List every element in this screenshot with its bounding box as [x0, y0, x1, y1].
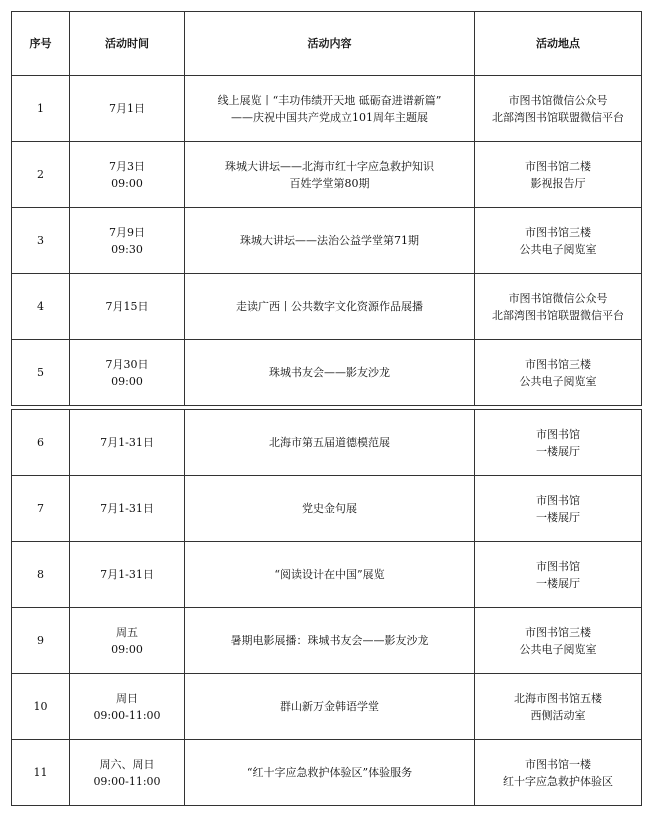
- table-row: [12, 542, 642, 608]
- row-time: [70, 142, 185, 208]
- row-no: 1: [12, 76, 70, 142]
- row-content: [185, 76, 475, 142]
- row-place: [475, 274, 642, 340]
- row-time-line: 09:00: [111, 642, 143, 656]
- row-time-line: 周五: [116, 625, 138, 639]
- row-time-line: 周日: [116, 691, 138, 705]
- row-time-line: 7月1-31日: [100, 436, 154, 449]
- row-time-line: 09:00: [111, 176, 143, 190]
- row-place: [475, 142, 642, 208]
- row-place-line: 市图书馆三楼: [525, 225, 591, 239]
- row-place-line: 红十字应急救护体验区: [503, 774, 613, 788]
- row-content-line: “阅读设计在中国”展览: [274, 568, 385, 581]
- row-place: [475, 410, 642, 476]
- row-time-line: 09:30: [111, 242, 143, 256]
- row-no: 2: [12, 142, 70, 208]
- row-place-line: 市图书馆微信公众号: [508, 93, 608, 107]
- row-place-line: 市图书馆: [536, 559, 580, 573]
- row-place-line: 北部湾图书馆联盟微信平台: [492, 308, 624, 322]
- row-time-line: 09:00-11:00: [93, 708, 161, 722]
- header-row: [12, 12, 642, 76]
- row-no: 6: [12, 410, 70, 476]
- row-time-line: 09:00-11:00: [93, 774, 161, 788]
- row-content-line: 线上展览丨“丰功伟绩开天地 砥砺奋进谱新篇”: [217, 93, 442, 107]
- row-place-line: 北海市图书馆五楼: [514, 691, 602, 705]
- row-place: [475, 674, 642, 740]
- table-row: [12, 142, 642, 208]
- row-content-line: 走读广西丨公共数字文化资源作品展播: [236, 300, 423, 313]
- row-place-line: 市图书馆: [536, 493, 580, 507]
- row-time: [70, 274, 185, 340]
- table-row: [12, 608, 642, 674]
- row-no: 3: [12, 208, 70, 274]
- row-content: [185, 542, 475, 608]
- row-content: [185, 410, 475, 476]
- row-time-line: 7月15日: [105, 300, 149, 313]
- row-no: 9: [12, 608, 70, 674]
- row-content-line: ——庆祝中国共产党成立101周年主题展: [231, 110, 428, 124]
- row-content: [185, 340, 475, 406]
- row-time-line: 7月30日: [105, 357, 149, 371]
- header-time: 活动时间: [70, 12, 185, 76]
- row-content-line: 珠城大讲坛——北海市红十字应急救护知识: [225, 159, 434, 173]
- row-time: [70, 410, 185, 476]
- table-row: [12, 476, 642, 542]
- row-place-line: 市图书馆三楼: [525, 357, 591, 371]
- row-no: 8: [12, 542, 70, 608]
- header-no: 序号: [12, 12, 70, 76]
- row-content-line: 党史金句展: [302, 502, 357, 515]
- row-content-line: 百姓学堂第80期: [289, 176, 370, 190]
- row-no: 7: [12, 476, 70, 542]
- row-place: [475, 740, 642, 806]
- table-row: [12, 208, 642, 274]
- row-no: 5: [12, 340, 70, 406]
- table-row: [12, 674, 642, 740]
- row-place-line: 一楼展厅: [536, 444, 580, 458]
- row-time: [70, 542, 185, 608]
- row-content: [185, 608, 475, 674]
- row-place-line: 市图书馆微信公众号: [508, 291, 608, 305]
- row-time-line: 7月3日: [109, 159, 145, 173]
- header-content: 活动内容: [185, 12, 475, 76]
- row-place: [475, 76, 642, 142]
- row-place-line: 西侧活动室: [530, 708, 586, 722]
- row-no: 10: [12, 674, 70, 740]
- row-time-line: 周六、周日: [99, 757, 155, 771]
- row-place: [475, 542, 642, 608]
- row-place: [475, 476, 642, 542]
- row-content-line: 珠城大讲坛——法治公益学堂第71期: [240, 234, 419, 247]
- row-no: 4: [12, 274, 70, 340]
- row-time-line: 09:00: [111, 374, 143, 388]
- row-place-line: 北部湾图书馆联盟微信平台: [492, 110, 624, 124]
- row-content-line: 暑期电影展播：珠城书友会——影友沙龙: [230, 634, 429, 647]
- row-place-line: 一楼展厅: [536, 510, 580, 524]
- row-place-line: 公共电子阅览室: [519, 242, 597, 256]
- row-time: [70, 674, 185, 740]
- row-content-line: “红十字应急救护体验区”体验服务: [246, 766, 413, 779]
- row-time-line: 7月1日: [109, 102, 145, 115]
- row-time-line: 7月9日: [109, 225, 145, 239]
- table-row: [12, 410, 642, 476]
- row-no: 11: [12, 740, 70, 806]
- row-time: [70, 608, 185, 674]
- activity-table-top: [11, 11, 642, 406]
- row-content: [185, 740, 475, 806]
- row-time: [70, 340, 185, 406]
- header-place: 活动地点: [475, 12, 642, 76]
- row-content: [185, 476, 475, 542]
- row-content: [185, 674, 475, 740]
- row-content: [185, 274, 475, 340]
- row-place-line: 市图书馆三楼: [525, 625, 591, 639]
- row-place-line: 市图书馆: [536, 427, 580, 441]
- row-place-line: 公共电子阅览室: [519, 642, 597, 656]
- row-place-line: 市图书馆二楼: [525, 159, 591, 173]
- row-place-line: 一楼展厅: [536, 576, 580, 590]
- row-place-line: 影视报告厅: [530, 176, 586, 190]
- row-time: [70, 76, 185, 142]
- row-place-line: 公共电子阅览室: [519, 374, 597, 388]
- row-time-line: 7月1-31日: [100, 568, 154, 581]
- table-row: [12, 274, 642, 340]
- row-content-line: 珠城书友会——影友沙龙: [269, 366, 390, 379]
- row-time-line: 7月1-31日: [100, 502, 154, 515]
- row-place-line: 市图书馆一楼: [525, 757, 591, 771]
- row-time: [70, 208, 185, 274]
- table-row: [12, 740, 642, 806]
- table-row: [12, 76, 642, 142]
- row-place: [475, 208, 642, 274]
- row-content-line: 群山新万金韩语学堂: [280, 700, 379, 713]
- row-time: [70, 476, 185, 542]
- row-content: [185, 142, 475, 208]
- row-time: [70, 740, 185, 806]
- row-content: [185, 208, 475, 274]
- row-place: [475, 608, 642, 674]
- row-place: [475, 340, 642, 406]
- activity-table-bottom: [11, 409, 642, 806]
- row-content-line: 北海市第五届道德模范展: [269, 436, 390, 449]
- table-row: [12, 340, 642, 406]
